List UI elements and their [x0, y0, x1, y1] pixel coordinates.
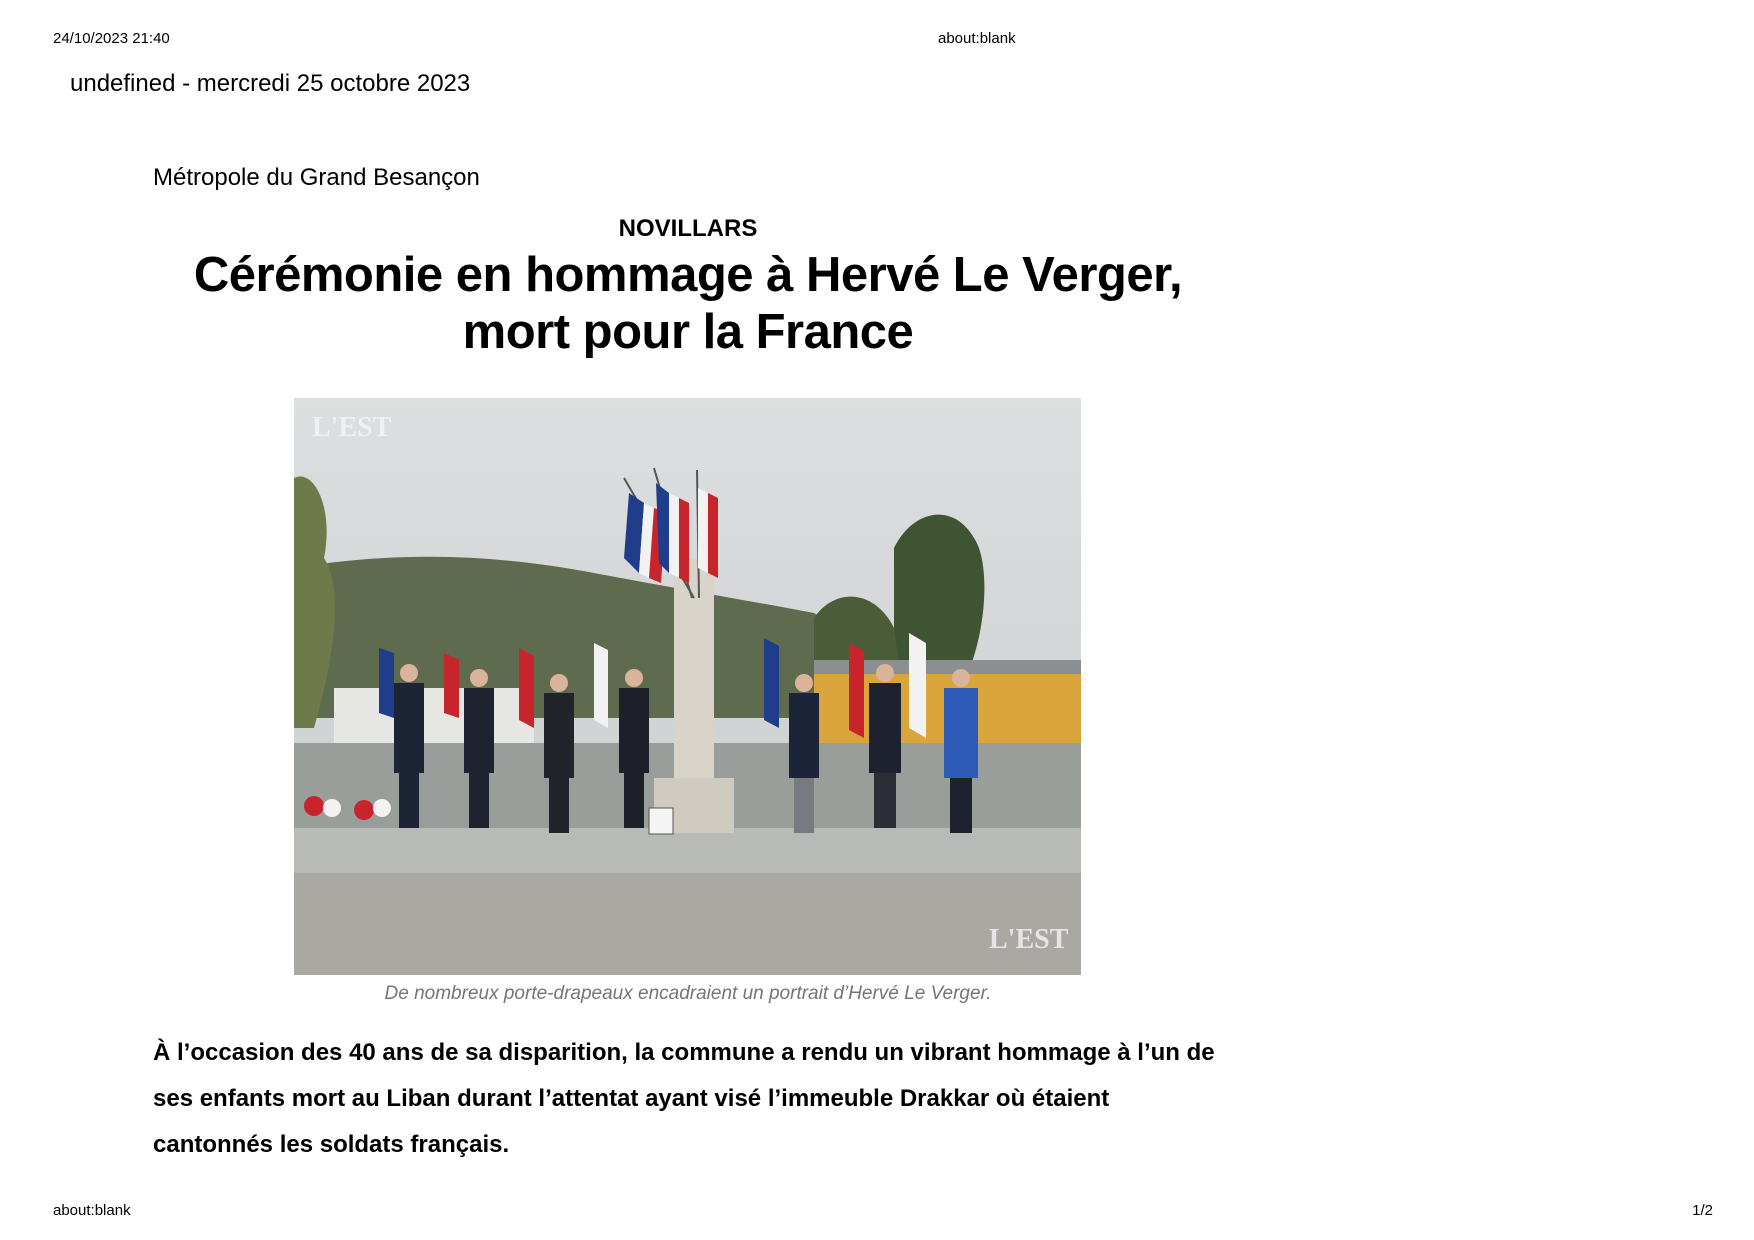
photo-caption: De nombreux porte-drapeaux encadraient un portrait d’Hervé Le Verger.	[384, 983, 992, 1004]
low-wall	[294, 828, 1081, 876]
print-footer-page-number: 1/2	[1692, 1202, 1713, 1219]
headline-line-1: Cérémonie en hommage à Hervé Le Verger,	[193, 248, 1183, 302]
edition-date-line: undefined - mercredi 25 octobre 2023	[70, 70, 471, 97]
print-header-datetime: 24/10/2023 21:40	[53, 30, 170, 47]
monument-obelisk	[674, 558, 714, 798]
article-locality: NOVILLARS	[618, 215, 758, 242]
article-lede: À l’occasion des 40 ans de sa disparition, la commune a rendu un vibrant hommage à l’un de ses enfants mort au Liban durant l’attentat ayant visé l’immeuble Drakkar où étaient cantonnés les soldats français.	[153, 1039, 1215, 1158]
article-header	[153, 215, 1223, 361]
section-label: Métropole du Grand Besançon	[153, 164, 480, 191]
watermark-top: L'EST	[312, 412, 392, 443]
article-photo	[294, 398, 1081, 975]
print-footer-url: about:blank	[53, 1202, 131, 1219]
pavement	[294, 873, 1081, 975]
portrait-frame	[649, 808, 673, 834]
article-headline	[153, 247, 1223, 361]
headline-line-2: mort pour la France	[462, 305, 914, 359]
print-header-url: about:blank	[938, 30, 1016, 47]
watermark-bottom: L'EST	[989, 924, 1069, 955]
